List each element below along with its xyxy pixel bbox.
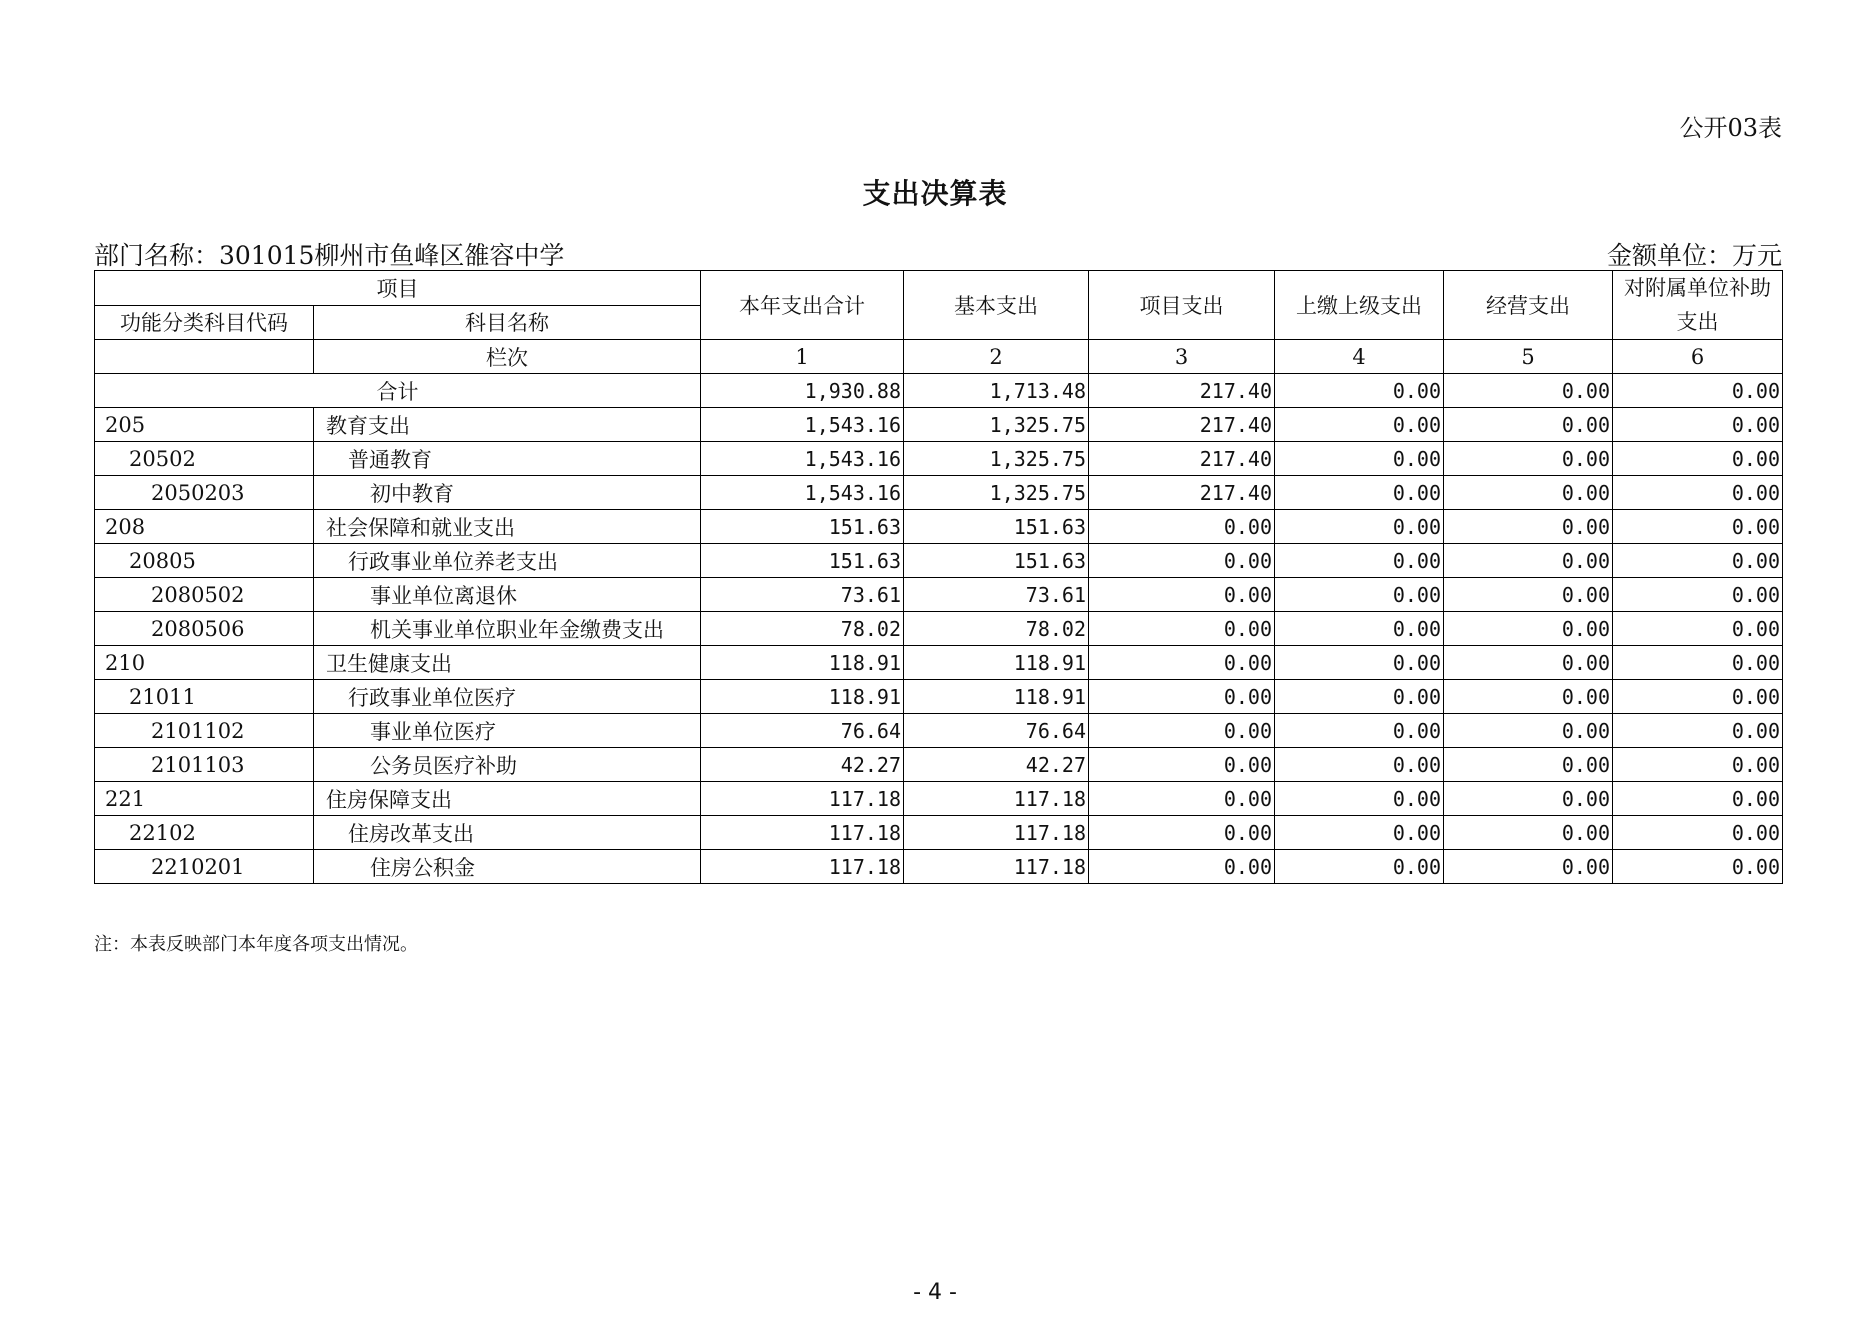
page-number: - 4 - — [913, 1280, 957, 1305]
table-cell: 117.18 — [701, 850, 904, 884]
row-name: 社会保障和就业支出 — [314, 510, 701, 544]
header-item-group: 项目 — [95, 271, 701, 306]
table-row — [95, 748, 1783, 782]
table-cell: 0.00 — [1444, 782, 1613, 816]
table-cell: 0.00 — [1275, 714, 1444, 748]
header-row — [95, 271, 1783, 306]
table-cell: 0.00 — [1613, 476, 1783, 510]
table-cell: 1,325.75 — [904, 476, 1089, 510]
table-row — [95, 408, 1783, 442]
table-cell: 118.91 — [701, 680, 904, 714]
header-col-project: 项目支出 — [1089, 271, 1275, 340]
table-cell: 0.00 — [1613, 544, 1783, 578]
table-row — [95, 782, 1783, 816]
row-code: 221 — [95, 782, 314, 816]
table-cell: 0.00 — [1613, 612, 1783, 646]
table-cell: 0.00 — [1275, 748, 1444, 782]
header-col-operating: 经营支出 — [1444, 271, 1613, 340]
table-cell: 1,543.16 — [701, 408, 904, 442]
table-header — [95, 271, 1783, 374]
table-cell: 117.18 — [904, 782, 1089, 816]
table-cell: 117.18 — [904, 816, 1089, 850]
header-code: 功能分类科目代码 — [95, 305, 314, 340]
column-index: 5 — [1444, 340, 1613, 374]
table-cell: 0.00 — [1444, 646, 1613, 680]
amount-unit: 金额单位：万元 — [1606, 241, 1782, 270]
table-cell: 0.00 — [1613, 578, 1783, 612]
table-cell: 0.00 — [1444, 374, 1613, 408]
table-cell: 0.00 — [1089, 680, 1275, 714]
table-cell: 151.63 — [701, 510, 904, 544]
table-cell: 117.18 — [701, 782, 904, 816]
row-name: 机关事业单位职业年金缴费支出 — [314, 612, 701, 646]
table-cell: 0.00 — [1275, 680, 1444, 714]
row-name: 事业单位离退休 — [314, 578, 701, 612]
table-cell: 0.00 — [1089, 578, 1275, 612]
table-cell: 0.00 — [1613, 646, 1783, 680]
row-name: 普通教育 — [314, 442, 701, 476]
column-index: 4 — [1275, 340, 1444, 374]
header-col-total: 本年支出合计 — [701, 271, 904, 340]
table-cell: 117.18 — [701, 816, 904, 850]
table-cell: 0.00 — [1275, 850, 1444, 884]
table-cell: 1,543.16 — [701, 442, 904, 476]
table-cell: 0.00 — [1275, 646, 1444, 680]
row-code: 2101102 — [95, 714, 314, 748]
row-name: 卫生健康支出 — [314, 646, 701, 680]
table-cell: 0.00 — [1089, 850, 1275, 884]
row-name: 公务员医疗补助 — [314, 748, 701, 782]
table-cell: 217.40 — [1089, 374, 1275, 408]
table-cell: 0.00 — [1444, 442, 1613, 476]
table-cell: 0.00 — [1089, 646, 1275, 680]
table-cell: 42.27 — [701, 748, 904, 782]
table-cell: 0.00 — [1089, 782, 1275, 816]
report-meta — [94, 236, 1782, 272]
table-cell: 217.40 — [1089, 442, 1275, 476]
table-cell: 0.00 — [1613, 510, 1783, 544]
table-cell: 0.00 — [1613, 816, 1783, 850]
row-code: 20502 — [95, 442, 314, 476]
table-cell: 78.02 — [701, 612, 904, 646]
row-name: 行政事业单位养老支出 — [314, 544, 701, 578]
table-row — [95, 544, 1783, 578]
table-cell: 118.91 — [904, 680, 1089, 714]
table-row — [95, 476, 1783, 510]
table-cell: 0.00 — [1275, 816, 1444, 850]
column-index: 2 — [904, 340, 1089, 374]
column-index: 1 — [701, 340, 904, 374]
table-cell: 118.91 — [904, 646, 1089, 680]
table-cell: 151.63 — [904, 544, 1089, 578]
row-name: 住房保障支出 — [314, 782, 701, 816]
table-cell: 0.00 — [1444, 816, 1613, 850]
column-index-label: 栏次 — [314, 340, 701, 374]
row-code: 2101103 — [95, 748, 314, 782]
total-row — [95, 374, 1783, 408]
expenditure-table — [94, 270, 1783, 884]
table-row — [95, 850, 1783, 884]
table-cell: 0.00 — [1444, 408, 1613, 442]
table-cell: 0.00 — [1089, 816, 1275, 850]
table-row — [95, 816, 1783, 850]
table-cell: 118.91 — [701, 646, 904, 680]
header-col-basic: 基本支出 — [904, 271, 1089, 340]
row-code: 2080502 — [95, 578, 314, 612]
table-note: 注：本表反映部门本年度各项支出情况。 — [94, 934, 418, 955]
table-cell: 1,543.16 — [701, 476, 904, 510]
table-cell: 0.00 — [1613, 680, 1783, 714]
total-label: 合计 — [95, 374, 701, 408]
table-row — [95, 646, 1783, 680]
row-code: 2050203 — [95, 476, 314, 510]
row-name: 住房公积金 — [314, 850, 701, 884]
table-cell: 0.00 — [1444, 578, 1613, 612]
table-cell: 0.00 — [1275, 782, 1444, 816]
column-index: 6 — [1613, 340, 1783, 374]
table-cell: 0.00 — [1444, 850, 1613, 884]
row-code: 22102 — [95, 816, 314, 850]
table-cell: 0.00 — [1275, 578, 1444, 612]
table-cell: 0.00 — [1275, 510, 1444, 544]
table-cell: 73.61 — [701, 578, 904, 612]
table-cell: 0.00 — [1089, 748, 1275, 782]
table-cell: 42.27 — [904, 748, 1089, 782]
table-cell: 0.00 — [1275, 612, 1444, 646]
table-row — [95, 714, 1783, 748]
row-name: 初中教育 — [314, 476, 701, 510]
row-code: 2210201 — [95, 850, 314, 884]
table-cell: 0.00 — [1089, 612, 1275, 646]
table-cell: 0.00 — [1444, 510, 1613, 544]
table-row — [95, 442, 1783, 476]
header-col-remit-upper: 上缴上级支出 — [1275, 271, 1444, 340]
table-cell: 73.61 — [904, 578, 1089, 612]
table-row — [95, 680, 1783, 714]
table-cell: 1,325.75 — [904, 408, 1089, 442]
table-cell: 0.00 — [1613, 408, 1783, 442]
row-code: 210 — [95, 646, 314, 680]
table-cell: 0.00 — [1444, 612, 1613, 646]
row-code: 2080506 — [95, 612, 314, 646]
header-col-subsidy: 对附属单位补助支出 — [1613, 271, 1783, 340]
row-code: 20805 — [95, 544, 314, 578]
table-cell: 0.00 — [1089, 544, 1275, 578]
table-cell: 1,713.48 — [904, 374, 1089, 408]
table-cell: 217.40 — [1089, 476, 1275, 510]
table-cell: 0.00 — [1275, 544, 1444, 578]
row-code: 205 — [95, 408, 314, 442]
table-cell: 0.00 — [1275, 408, 1444, 442]
table-cell: 78.02 — [904, 612, 1089, 646]
table-cell: 0.00 — [1613, 442, 1783, 476]
row-name: 教育支出 — [314, 408, 701, 442]
table-cell: 0.00 — [1275, 476, 1444, 510]
table-cell: 0.00 — [1275, 374, 1444, 408]
row-name: 行政事业单位医疗 — [314, 680, 701, 714]
blank-cell — [95, 340, 314, 374]
department-name: 部门名称：301015柳州市鱼峰区雒容中学 — [94, 241, 565, 270]
table-cell: 0.00 — [1444, 748, 1613, 782]
column-index-row — [95, 340, 1783, 374]
report-title: 支出决算表 — [862, 177, 1008, 210]
form-code: 公开03表 — [1679, 114, 1782, 142]
table-cell: 0.00 — [1613, 714, 1783, 748]
table-cell: 1,325.75 — [904, 442, 1089, 476]
table-cell: 0.00 — [1613, 782, 1783, 816]
table-cell: 0.00 — [1613, 374, 1783, 408]
table-cell: 0.00 — [1444, 714, 1613, 748]
table-cell: 151.63 — [904, 510, 1089, 544]
table-cell: 117.18 — [904, 850, 1089, 884]
table-row — [95, 612, 1783, 646]
header-name: 科目名称 — [314, 305, 701, 340]
table-cell: 0.00 — [1444, 544, 1613, 578]
table-body — [95, 374, 1783, 884]
table-cell: 217.40 — [1089, 408, 1275, 442]
row-code: 21011 — [95, 680, 314, 714]
table-cell: 151.63 — [701, 544, 904, 578]
table-cell: 1,930.88 — [701, 374, 904, 408]
table-cell: 76.64 — [701, 714, 904, 748]
row-name: 住房改革支出 — [314, 816, 701, 850]
table-row — [95, 510, 1783, 544]
table-cell: 0.00 — [1444, 476, 1613, 510]
table-cell: 0.00 — [1089, 714, 1275, 748]
table-cell: 0.00 — [1613, 748, 1783, 782]
table-cell: 0.00 — [1275, 442, 1444, 476]
row-name: 事业单位医疗 — [314, 714, 701, 748]
column-index: 3 — [1089, 340, 1275, 374]
table-cell: 76.64 — [904, 714, 1089, 748]
table-cell: 0.00 — [1444, 680, 1613, 714]
table-cell: 0.00 — [1613, 850, 1783, 884]
table-cell: 0.00 — [1089, 510, 1275, 544]
row-code: 208 — [95, 510, 314, 544]
table-row — [95, 578, 1783, 612]
